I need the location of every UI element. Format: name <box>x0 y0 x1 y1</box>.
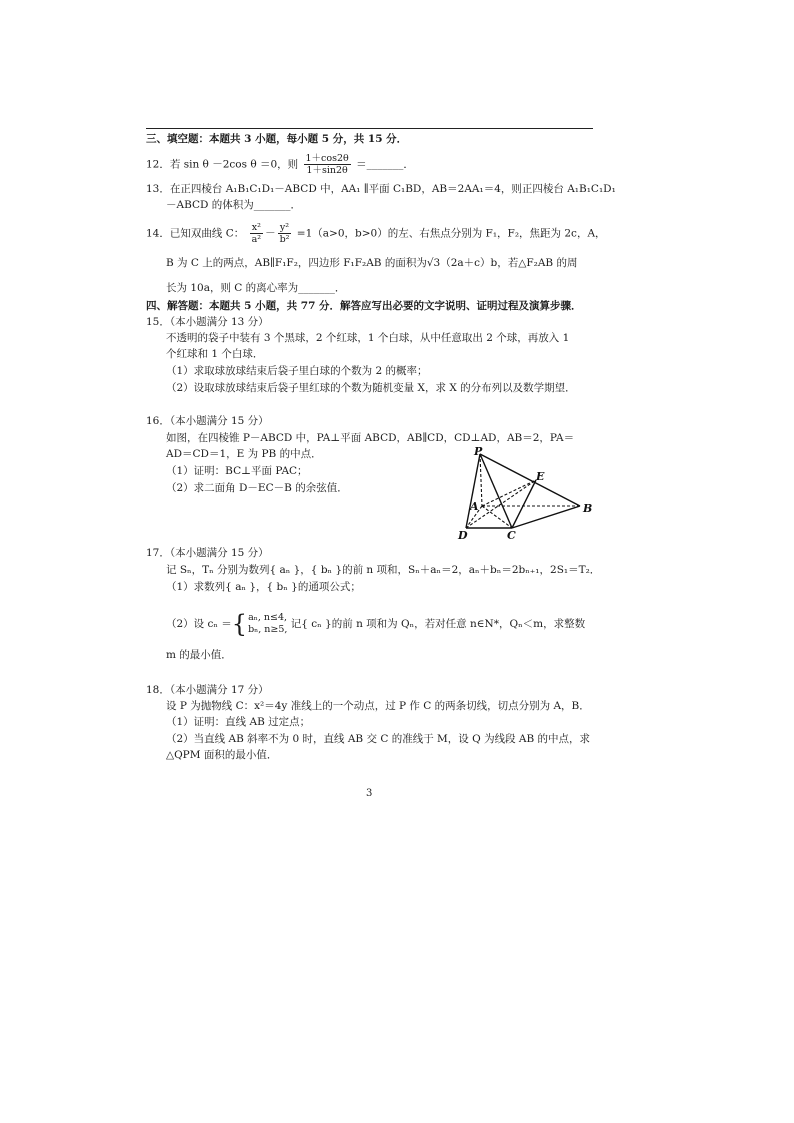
label-P: P <box>474 446 483 458</box>
piecewise-cases: aₙ, n≤4, bₙ, n≥5, <box>248 612 288 635</box>
question-16-title: 16．（本小题满分 15 分） <box>146 415 269 427</box>
question-15-part1: （1）求取球放球结束后袋子里白球的个数为 2 的概率； <box>166 365 428 377</box>
q12-fraction: $\frac{1+\cos 2\theta}{1+\sin 2\theta}$ <box>305 153 349 176</box>
label-E: E <box>536 470 545 483</box>
label-B: B <box>583 502 593 515</box>
edge-CB <box>512 506 580 528</box>
question-17-line-last: m 的最小值． <box>166 649 232 661</box>
question-17-part1: （1）求数列{ aₙ }，{ bₙ }的通项公式； <box>166 581 361 593</box>
cases-brace: { <box>231 610 248 638</box>
question-16-part1: （1）证明：BC⊥平面 PAC； <box>166 465 308 477</box>
question-15-title: 15．（本小题满分 13 分） <box>146 316 269 328</box>
question-17-title: 17．（本小题满分 15 分） <box>146 547 269 559</box>
label-C: C <box>507 529 516 542</box>
edge-PD <box>466 454 480 528</box>
q14-fraction-y: $\frac{\text{y²}}{\text{b²}}$ <box>279 222 290 245</box>
question-16-line1: 如图，在四棱锥 P－ABCD 中，PA⊥平面 ABCD，AB∥CD，CD⊥AD，AB＝2，PA＝ <box>166 432 575 444</box>
pyramid-figure <box>452 446 602 542</box>
question-18-line-last: △QPM 面积的最小值． <box>166 749 278 761</box>
question-14-line1: 14．已知双曲线 C： $\frac{\text{x²}}{\text{a²}}$ － $\frac{\text{y²}}{\text{b²}}$ =1（a>0，b>0）的左、右焦点分别为 F₁，F₂，焦距为 2c，A， <box>146 222 606 245</box>
question-18-part2: （2）当直线 AB 斜率不为 0 时，直线 AB 交 C 的准线于 M，设 Q 为线段 AB 的中点，求 <box>166 733 591 745</box>
question-18-line1: 设 P 为抛物线 C：x²＝4y 准线上的一个动点，过 P 作 C 的两条切线，切点分别为 A，B． <box>166 700 590 712</box>
edge-AE <box>482 480 536 506</box>
question-13-line2: －ABCD 的体积为_______． <box>166 199 302 211</box>
section3-header: 三、填空题：本题共 3 小题，每小题 5 分，共 15 分． <box>146 133 408 145</box>
question-14-line2: B 为 C 上的两点，AB∥F₁F₂，四边形 F₁F₂AB 的面积为√3（2a＋c）b，若△F₂AB 的周 <box>166 257 578 269</box>
question-18-part1: （1）证明：直线 AB 过定点； <box>166 716 311 728</box>
question-12: 12．若 sin θ －2cos θ ＝0，则 $\frac{1+\cos 2\theta}{1+\sin 2\theta}$ ＝_______． <box>146 153 414 176</box>
question-18-title: 18．（本小题满分 17 分） <box>146 684 269 696</box>
q14-fraction-x: $\frac{\text{x²}}{\text{a²}}$ <box>251 222 262 245</box>
page-number: 3 <box>366 788 373 799</box>
label-D: D <box>458 529 468 542</box>
question-15-part2: （2）设取球放球结束后袋子里红球的个数为随机变量 X，求 X 的分布列以及数学期望． <box>166 382 576 394</box>
label-A: A <box>470 500 479 513</box>
question-15-line2: 个红球和 1 个白球． <box>166 348 264 360</box>
question-16-part2: （2）求二面角 D－EC－B 的余弦值． <box>166 482 348 494</box>
edge-PA <box>480 454 482 506</box>
question-13-line1: 13．在正四棱台 A₁B₁C₁D₁－ABCD 中，AA₁ ∥平面 C₁BD，AB＝2AA₁＝4，则正四棱台 A₁B₁C₁D₁ <box>146 183 616 195</box>
section4-header: 四、解答题：本题共 5 小题，共 77 分．解答应写出必要的文字说明、证明过程及演算步骤． <box>146 300 582 312</box>
top-rule <box>146 128 593 129</box>
edge-PB <box>480 454 580 506</box>
question-17-part2: （2）设 cₙ ＝{ aₙ, n≤4, bₙ, n≥5, 记{ cₙ }的前 n 项和为 Qₙ，若对任意 n∈N*，Qₙ＜m，求整数 <box>166 610 586 638</box>
question-16-line2: AD＝CD＝1，E 为 PB 的中点． <box>166 448 322 460</box>
question-15-line1: 不透明的袋子中装有 3 个黑球，2 个红球，1 个白球，从中任意取出 2 个球，再放入 1 <box>166 332 570 344</box>
question-14-line3: 长为 10a，则 C 的离心率为_______． <box>166 282 346 294</box>
question-17-line1: 记 Sₙ，Tₙ 分别为数列{ aₙ }，{ bₙ }的前 n 项和，Sₙ＋aₙ＝2，aₙ＋bₙ＝2bₙ₊₁，2S₁＝T₂． <box>166 564 601 576</box>
